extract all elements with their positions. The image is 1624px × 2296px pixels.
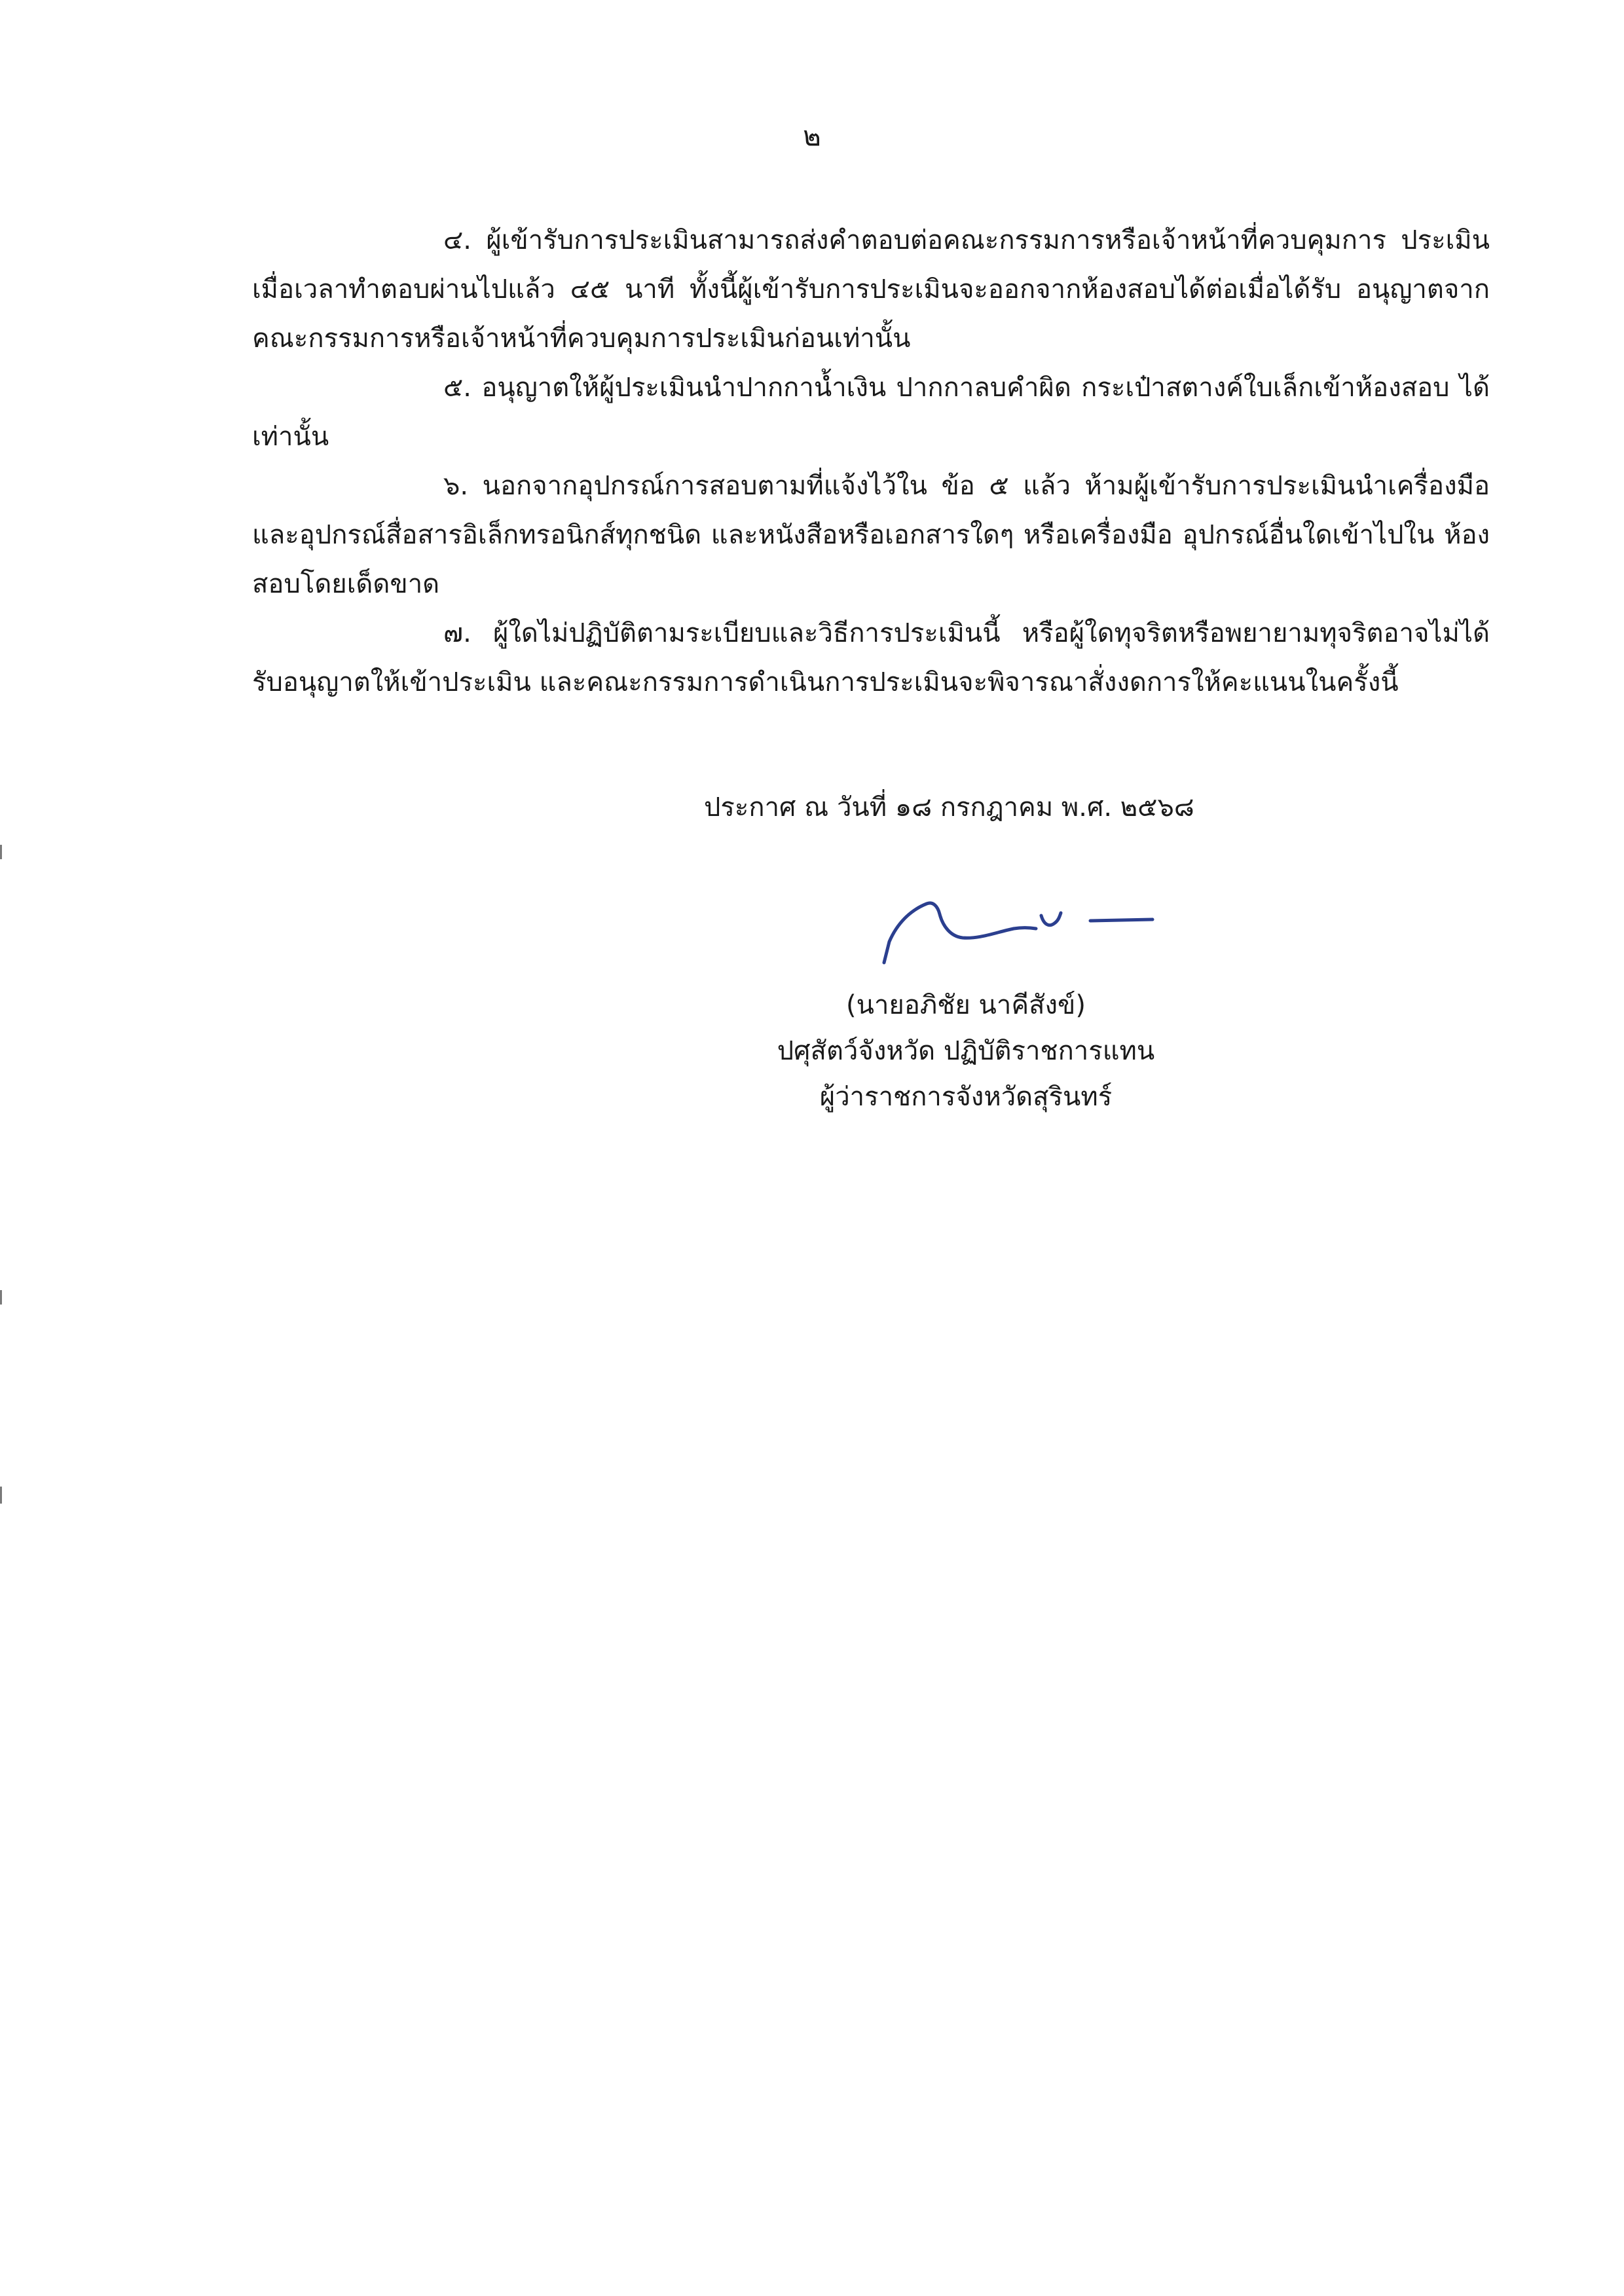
clause-7 <box>252 609 1490 707</box>
page-number: ๒ <box>803 120 821 152</box>
clause-6-line-2: และอุปกรณ์สื่อสารอิเล็กทรอนิกส์ทุกชนิด และหนังสือหรือเอกสารใดๆ หรือเครื่องมือ อุปกรณ์อื่นใดเข้าไปใน <box>252 520 1435 550</box>
signatory-position: ปศุสัตว์จังหวัด ปฏิบัติราชการแทน <box>777 1036 1155 1066</box>
clause-7-line-1: ๗. ผู้ใดไม่ปฏิบัติตามระเบียบและวิธีการประเมินนี้ หรือผู้ใดทุจริตหรือพยายามทุจริตอาจไม่ได้ <box>443 618 1490 648</box>
signature-stroke-main <box>884 903 1036 963</box>
signature-block <box>720 982 1211 1120</box>
handwritten-signature <box>864 864 1159 969</box>
signatory-name: (นายอภิชัย นาคีสังข์) <box>846 990 1086 1020</box>
clause-6 <box>252 462 1490 609</box>
clause-6-line-3: ห้องสอบโดยเด็ดขาด <box>252 520 1490 599</box>
signature-strokes <box>884 903 1153 963</box>
clause-5-line-2: ได้เท่านั้น <box>252 373 1490 452</box>
clause-4-line-3: อนุญาตจากคณะกรรมการหรือเจ้าหน้าที่ควบคุมการประเมินก่อนเท่านั้น <box>252 274 1490 354</box>
signatory-authority: ผู้ว่าราชการจังหวัดสุรินทร์ <box>819 1082 1113 1112</box>
clause-4 <box>252 216 1490 363</box>
clause-4-line-1: ๔. ผู้เข้ารับการประเมินสามารถส่งคำตอบต่อคณะกรรมการหรือเจ้าหน้าที่ควบคุมการ <box>443 225 1386 255</box>
clause-5 <box>252 363 1490 462</box>
signature-stroke-dash <box>1090 919 1153 921</box>
scan-edge-mark <box>0 1487 2 1504</box>
clause-5-line-1: ๕. อนุญาตให้ผู้ประเมินนำปากกาน้ำเงิน ปากกาลบคำผิด กระเป๋าสตางค์ใบเล็กเข้าห้องสอบ <box>443 373 1450 403</box>
scan-edge-mark <box>0 1290 2 1305</box>
signature-stroke-tick <box>1041 913 1061 925</box>
clause-4-line-2: ประเมินเมื่อเวลาทำตอบผ่านไปแล้ว ๔๕ นาที ทั้งนี้ผู้เข้ารับการประเมินจะออกจากห้องสอบได้ต่อเมื่อได้รับ <box>252 225 1490 305</box>
clause-6-line-1: ๖. นอกจากอุปกรณ์การสอบตามที่แจ้งไว้ใน ข้อ ๕ แล้ว ห้ามผู้เข้ารับการประเมินนำเครื่องมือ <box>443 471 1490 501</box>
document-body <box>252 216 1490 707</box>
clause-7-line-2: รับอนุญาตให้เข้าประเมิน และคณะกรรมการดำเนินการประเมินจะพิจารณาสั่งงดการให้คะแนนในครั้งนี้ <box>252 667 1399 697</box>
scan-edge-mark <box>0 845 2 859</box>
announcement-date: ประกาศ ณ วันที่ ๑๘ กรกฎาคม พ.ศ. ๒๕๖๘ <box>704 792 1194 823</box>
